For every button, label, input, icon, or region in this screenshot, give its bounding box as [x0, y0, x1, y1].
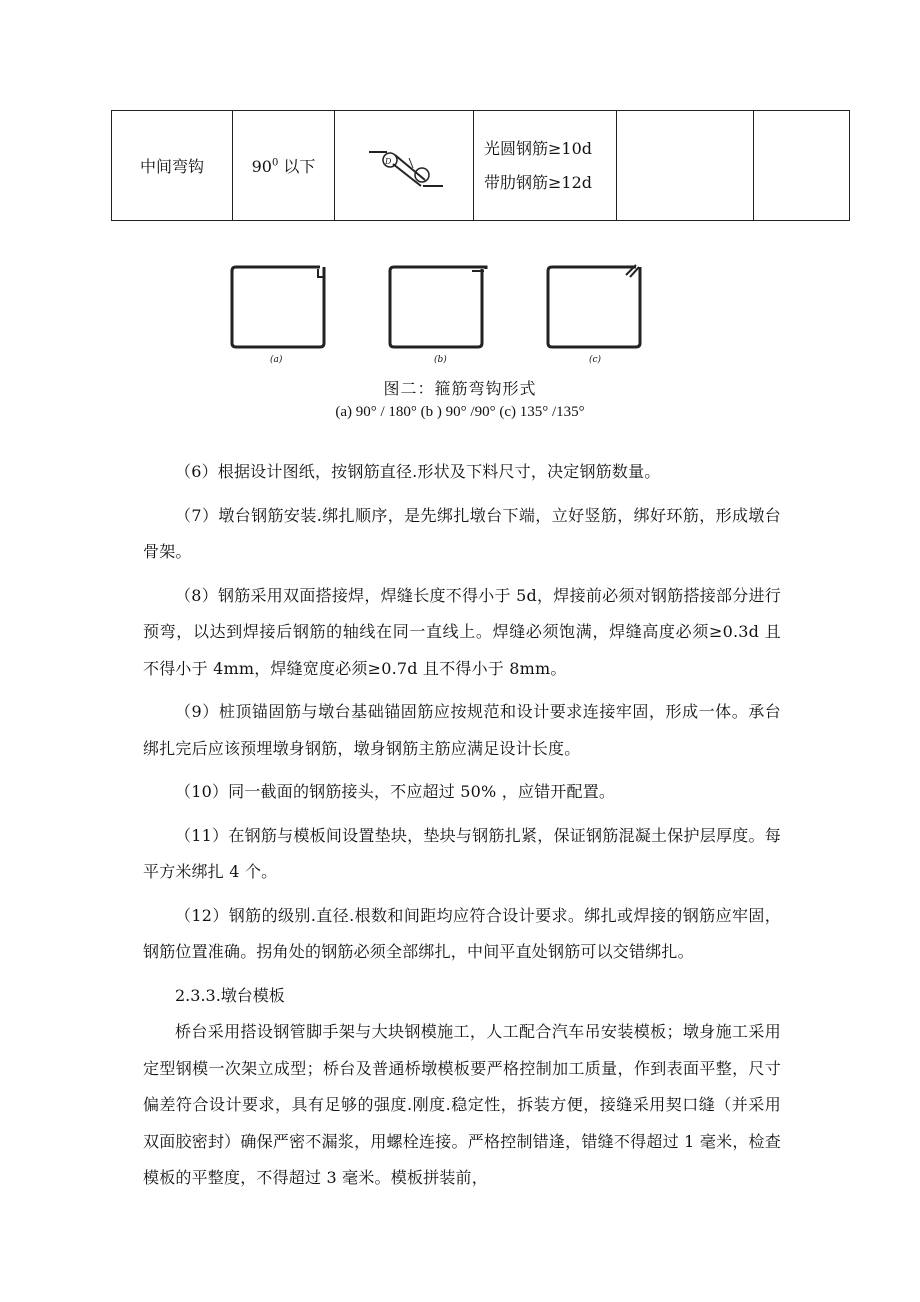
angle-superscript: 0 — [271, 157, 279, 169]
requirement-cell — [474, 111, 617, 221]
paragraph-6: （6）根据设计图纸，按钢筋直径.形状及下料尺寸，决定钢筋数量。 — [175, 462, 661, 481]
stirrup-b-diagram — [386, 255, 496, 355]
table-row — [112, 111, 850, 221]
figure-subtitle: (a) 90° / 180° (b ) 90° /90° (c) 135° /135° — [335, 404, 585, 420]
section-heading: 2.3.3.墩台模板 — [175, 985, 285, 1005]
requirement-plain: 光圆钢筋≥10d — [484, 138, 593, 158]
hook-name-cell: 中间弯钩 — [112, 111, 233, 221]
section-body: 桥台采用搭设钢管脚手架与大块钢模施工，人工配合汽车吊安装模板；墩身施工采用定型钢模一次架立成型；桥台及普通桥墩模板要严格控制加工质量，作到表面平整，尺寸偏差符合设计要求，具有足够的强度.刚度.稳定性，拆装方便，接缝采用契口缝（并采用双面胶密封）确保严密不漏浆，用螺栓连接。严格控制错逢，错缝不得超过 1 毫米，检查模板的平整度，不得超过 3 毫米。模板拼装前， — [143, 1022, 781, 1187]
paragraph-7: （7）墩台钢筋安装.绑扎顺序，是先绑扎墩台下端，立好竖筋，绑好环筋，形成墩台骨架。 — [143, 505, 781, 561]
hook-diagram-cell — [335, 111, 474, 221]
stirrup-label-c: (c) — [589, 355, 602, 365]
angle-cell — [233, 111, 335, 221]
paragraph-12: （12）钢筋的级别.直径.根数和间距均应符合设计要求。绑扎或焊接的钢筋应牢固，钢筋位置准确。拐角处的钢筋必须全部绑扎，中间平直处钢筋可以交错绑扎。 — [143, 905, 781, 961]
figure-title: 图二：箍筋弯钩形式 — [383, 379, 537, 398]
svg-text:D: D — [385, 156, 392, 166]
middle-hook-diagram — [359, 134, 449, 194]
stirrup-label-b: (b) — [434, 355, 447, 365]
paragraph-11: （11）在钢筋与模板间设置垫块，垫块与钢筋扎紧，保证钢筋混凝土保护层厚度。每平方米绑扎 4 个。 — [143, 825, 781, 881]
stirrup-figure — [0, 255, 920, 375]
empty-cell — [617, 111, 754, 221]
stirrup-label-a: (a) — [270, 355, 283, 365]
angle-base: 90 — [251, 157, 272, 176]
paragraph-10: （10）同一截面的钢筋接头，不应超过 50% ，应错开配置。 — [175, 782, 616, 801]
stirrup-a-diagram — [228, 255, 338, 355]
paragraph-9: （9）桩顶锚固筋与墩台基础锚固筋应按规范和设计要求连接牢固，形成一体。承台绑扎完后应该预埋墩身钢筋，墩身钢筋主筋应满足设计长度。 — [143, 702, 781, 758]
document-body — [143, 454, 781, 1197]
stirrup-c-diagram — [544, 255, 654, 355]
paragraph-8: （8）钢筋采用双面搭接焊，焊缝长度不得小于 5d，焊接前必须对钢筋搭接部分进行预弯，以达到焊接后钢筋的轴线在同一直线上。焊缝必须饱满，焊缝高度必须≥0.3d 且不得小于 4mm，焊缝宽度必须≥0.7d 且不得小于 8mm。 — [143, 585, 781, 678]
requirement-ribbed: 带肋钢筋≥12d — [484, 172, 593, 192]
angle-suffix: 以下 — [278, 157, 316, 176]
empty-cell — [754, 111, 850, 221]
hook-table — [111, 110, 850, 221]
